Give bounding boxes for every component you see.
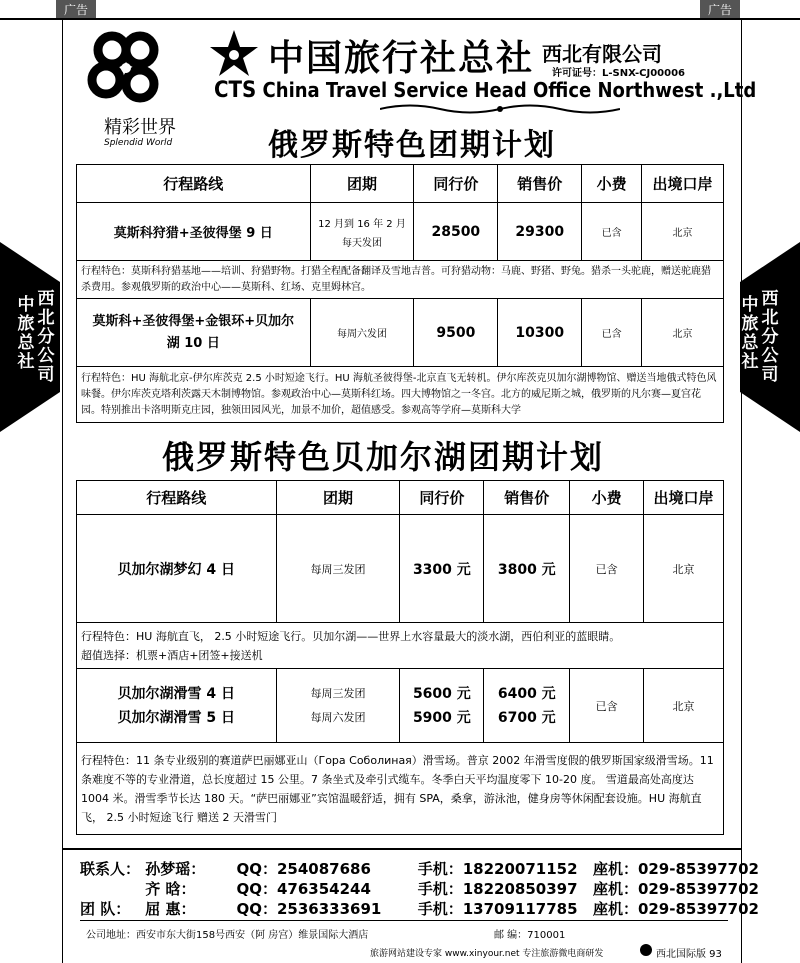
contact-mobile: 手机：18220071152 <box>417 860 578 878</box>
schedule-line: 每周三发团 <box>310 686 366 700</box>
sale-price: 3800 元 <box>484 515 570 623</box>
ad-tag-right: 广告 <box>700 0 740 20</box>
header-port: 出境口岸 <box>644 481 724 515</box>
header-route: 行程路线 <box>77 481 277 515</box>
route-description: 行程特色：莫斯科狩猎基地——培训、狩猎野物。打猎全程配备翻译及雪地吉普。可狩猎动物：马鹿、野猪、野兔。猎杀一头驼鹿，赠送驼鹿猎杀费用。参观俄罗斯的政治中心——莫斯科、红场、克里姆林宫。 <box>77 261 724 299</box>
side-label-right-2: 中 旅 总 社 <box>741 295 759 372</box>
contact-name: 齐 晗： <box>145 880 196 898</box>
tip-cell: 已含 <box>582 203 642 261</box>
route-name: 莫斯科+圣彼得堡+金银环+贝加尔湖 10 日 <box>77 299 311 367</box>
route-description-line: 行程特色：HU 海航直飞， 2.5 小时短途飞行。贝加尔湖——世界上水容量最大的淡水湖，西伯利亚的蓝眼睛。 <box>81 629 621 643</box>
contact-row <box>80 878 759 899</box>
contact-role: 团 队： <box>80 900 131 918</box>
table-row-desc <box>77 743 724 835</box>
header-peer-price: 同行价 <box>400 481 484 515</box>
schedule-line: 12 月到 16 年 2 月 <box>318 218 406 230</box>
route-description <box>77 623 724 669</box>
contact-name: 屈 惠： <box>145 900 196 918</box>
peer-price <box>400 669 484 743</box>
peer-price-line: 5900 元 <box>412 709 471 726</box>
contact-qq: QQ：476354244 <box>236 880 371 898</box>
schedule-cell: 每周三发团 <box>276 515 400 623</box>
header-port: 出境口岸 <box>642 165 724 203</box>
brand-name-en: Splendid World <box>104 138 173 148</box>
contact-row <box>80 898 759 919</box>
footer-rule <box>62 848 742 850</box>
header-sale-price: 销售价 <box>484 481 570 515</box>
peer-price: 28500 <box>414 203 498 261</box>
schedule-cell: 每周六发团 <box>310 299 414 367</box>
flower-logo-icon <box>86 26 166 116</box>
peer-price: 9500 <box>414 299 498 367</box>
edition-page: 西北国际版 93 <box>656 949 722 960</box>
company-name-en <box>214 78 756 103</box>
sale-price-line: 6400 元 <box>497 685 556 702</box>
contact-landline: 座机：029-85397702 <box>592 900 759 918</box>
table-header-row <box>77 481 724 515</box>
schedule-cell <box>310 203 414 261</box>
company-branch: 西北有限公司 <box>542 42 662 66</box>
contact-role: 联系人： <box>80 860 141 878</box>
route-description: 行程特色：HU 海航北京-伊尔库茨克 2.5 小时短途飞行。HU 海航圣彼得堡-北京直飞无转机。伊尔库茨克贝加尔湖博物馆、赠送当地俄式特色风味餐。伊尔库茨克塔利茨露天木制博物馆。参观政治中心—莫斯科红场。四大博物馆之一冬宫。北方的威尼斯之城，俄罗斯的凡尔赛—夏宫花园。特别推出卡洛明斯克庄园，独领田园风光，加景不加价，超值感受。参观高等学府—莫斯科大学 <box>77 367 724 423</box>
tip-cell: 已含 <box>570 515 644 623</box>
header-schedule: 团期 <box>310 165 414 203</box>
route-name-line: 贝加尔湖滑雪 5 日 <box>117 709 236 726</box>
route-name: 贝加尔湖梦幻 4 日 <box>77 515 277 623</box>
section2-title: 俄罗斯特色贝加尔湖团期计划 <box>162 438 605 476</box>
contact-qq: QQ：254087686 <box>236 860 371 878</box>
header-schedule: 团期 <box>276 481 400 515</box>
route-description: 行程特色：11 条专业级别的赛道萨巴丽娜亚山（Гора Соболиная）滑雪场。普京 2002 年滑雪度假的俄罗斯国家级滑雪场。11 条难度不等的专业滑道，总长度超过 15 公里。7 条坐式及牵引式缆车。冬季白天平均温度零下 10-20 度。 雪道最高处高度达 1004 米。滑雪季节长达 180 天。“萨巴丽娜亚”宾馆温暖舒适，拥有 SPA，桑拿，游泳池，健身房等休闲配套设施。HU 海航直飞， 2.5 小时短途飞行 赠送 2 天滑雪门 <box>77 743 724 835</box>
address-rule <box>80 920 728 921</box>
russia-tour-table <box>76 164 724 423</box>
contact-row <box>80 858 759 879</box>
table-row-desc <box>77 623 724 669</box>
header-peer-price: 同行价 <box>414 165 498 203</box>
value-option-line: 超值选择：机票+酒店+团签+接送机 <box>81 648 263 662</box>
license-number: 许可证号：L-SNX-CJ00006 <box>552 68 685 79</box>
postcode: 邮 编：710001 <box>494 930 566 941</box>
sale-price: 29300 <box>498 203 582 261</box>
table-header-row <box>77 165 724 203</box>
route-name: 莫斯科狩猎+圣彼得堡 9 日 <box>77 203 311 261</box>
contact-qq: QQ：2536333691 <box>236 900 382 918</box>
baikal-tour-table <box>76 480 724 835</box>
table-row-desc <box>77 367 724 423</box>
ornament-line-icon <box>380 102 620 116</box>
website-ad[interactable]: 旅游网站建设专家 www.xinyour.net 专注旅游微电商研发 <box>370 949 604 959</box>
sale-price <box>484 669 570 743</box>
edition-logo-icon <box>640 944 652 956</box>
port-cell: 北京 <box>642 203 724 261</box>
section1-title: 俄罗斯特色团期计划 <box>268 128 556 163</box>
contact-landline: 座机：029-85397702 <box>592 880 759 898</box>
table-row <box>77 299 724 367</box>
schedule-cell <box>276 669 400 743</box>
brand-name-cn: 精彩世界 <box>104 117 176 138</box>
schedule-line: 每天发团 <box>341 237 382 249</box>
contact-mobile: 手机：18220850397 <box>417 880 578 898</box>
table-row <box>77 203 724 261</box>
schedule-line: 每周六发团 <box>310 710 366 724</box>
side-label-left-1: 西 北 分 公 司 <box>37 289 55 385</box>
contact-landline: 座机：029-85397702 <box>592 860 759 878</box>
header-tip: 小费 <box>570 481 644 515</box>
company-en-text: China Travel Service Head Office Northwest .,Ltd <box>262 78 757 102</box>
side-label-left-2: 中 旅 总 社 <box>17 295 35 372</box>
company-name-cn: 中国旅行社总社 <box>268 37 535 79</box>
star-logo-icon <box>208 28 260 78</box>
port-cell: 北京 <box>644 515 724 623</box>
peer-price: 3300 元 <box>400 515 484 623</box>
cts-mark: CTS <box>214 78 257 103</box>
header-sale-price: 销售价 <box>498 165 582 203</box>
contact-name: 孙梦瑶： <box>145 860 206 878</box>
sale-price: 10300 <box>498 299 582 367</box>
table-row <box>77 669 724 743</box>
side-label-right-1: 西 北 分 公 司 <box>761 289 779 385</box>
table-row <box>77 515 724 623</box>
route-name-line: 贝加尔湖滑雪 4 日 <box>117 685 236 702</box>
port-cell: 北京 <box>644 669 724 743</box>
tip-cell: 已含 <box>570 669 644 743</box>
company-address: 公司地址：西安市东大街158号西安（阿 房宫）维景国际大酒店 <box>86 930 369 941</box>
ad-tag-left: 广告 <box>56 0 96 20</box>
header-route: 行程路线 <box>77 165 311 203</box>
route-name <box>77 669 277 743</box>
contact-mobile: 手机：13709117785 <box>417 900 578 918</box>
sale-price-line: 6700 元 <box>497 709 556 726</box>
port-cell: 北京 <box>642 299 724 367</box>
header-tip: 小费 <box>582 165 642 203</box>
tip-cell: 已含 <box>582 299 642 367</box>
peer-price-line: 5600 元 <box>412 685 471 702</box>
table-row-desc <box>77 261 724 299</box>
